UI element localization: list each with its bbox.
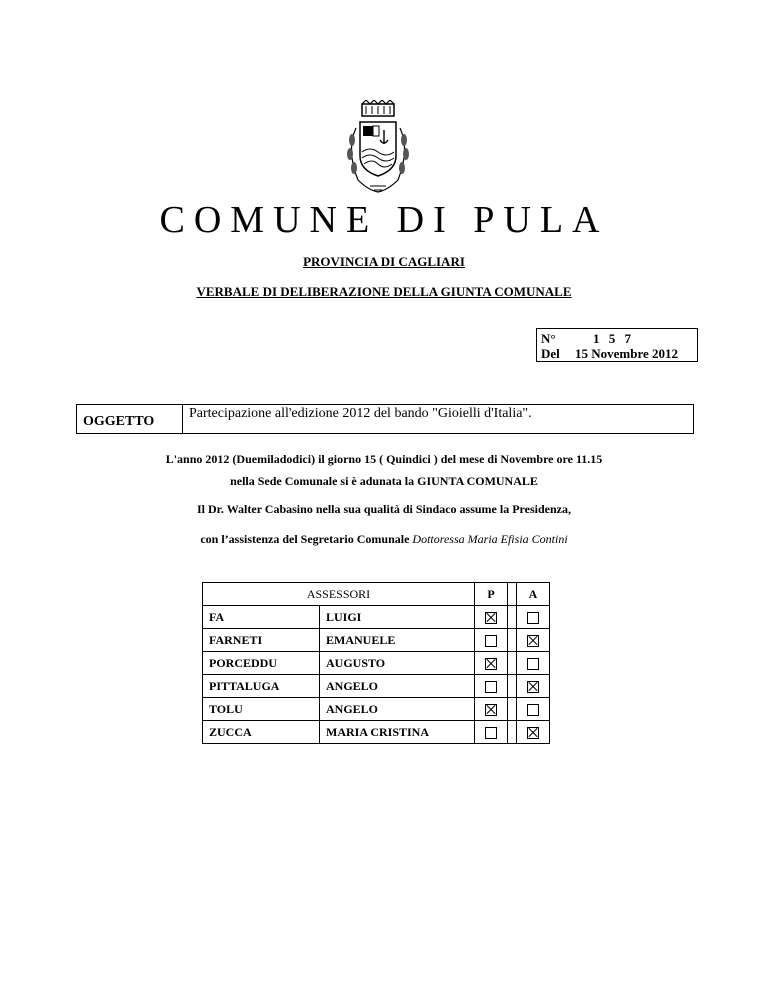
secretary-line — [0, 532, 768, 547]
deliberation-number-box — [536, 328, 698, 362]
column-gap — [508, 629, 517, 652]
absent-checkbox-icon — [527, 635, 539, 647]
president-line: Il Dr. Walter Cabasino nella sua qualità di Sindaco assume la Presidenza, — [197, 502, 571, 516]
absent-cell — [517, 721, 550, 744]
deliberation-number: 1 5 7 — [593, 331, 634, 346]
province-heading: PROVINCIA DI CAGLIARI — [303, 254, 465, 269]
date-label: Del — [541, 346, 560, 361]
assessori-table — [202, 582, 550, 744]
present-checkbox-icon — [485, 635, 497, 647]
present-cell — [475, 675, 508, 698]
meeting-location-line: nella Sede Comunale si è adunata la GIUNTA COMUNALE — [230, 474, 538, 488]
present-column-header: P — [475, 583, 508, 606]
table-row — [203, 629, 550, 652]
absent-cell — [517, 675, 550, 698]
absent-column-header: A — [517, 583, 550, 606]
present-cell — [475, 721, 508, 744]
meeting-date-line: L'anno 2012 (Duemiladodici) il giorno 15 ( Quindici ) del mese di Novembre ore 11.15 — [165, 452, 603, 466]
assessore-firstname: EMANUELE — [320, 629, 475, 652]
assessore-surname: FA — [203, 606, 320, 629]
assessore-surname: ZUCCA — [203, 721, 320, 744]
table-row — [203, 721, 550, 744]
table-row — [203, 675, 550, 698]
document-type-heading: VERBALE DI DELIBERAZIONE DELLA GIUNTA COMUNALE — [196, 284, 572, 299]
present-cell — [475, 652, 508, 675]
table-row — [203, 606, 550, 629]
assessori-header: ASSESSORI — [203, 583, 475, 606]
column-gap — [508, 721, 517, 744]
absent-cell — [517, 629, 550, 652]
table-row — [203, 698, 550, 721]
assessore-surname: PITTALUGA — [203, 675, 320, 698]
present-cell — [475, 698, 508, 721]
present-cell — [475, 606, 508, 629]
present-checkbox-icon — [485, 704, 497, 716]
assessore-surname: FARNETI — [203, 629, 320, 652]
table-row — [203, 652, 550, 675]
column-gap — [508, 606, 517, 629]
column-gap — [508, 583, 517, 606]
deliberation-date: 15 Novembre 2012 — [575, 346, 679, 361]
table-header-row — [203, 583, 550, 606]
present-checkbox-icon — [485, 658, 497, 670]
present-checkbox-icon — [485, 727, 497, 739]
absent-checkbox-icon — [527, 681, 539, 693]
municipal-crest-icon — [328, 100, 428, 196]
subject-label: OGGETTO — [77, 405, 183, 433]
column-gap — [508, 652, 517, 675]
assessore-firstname: LUIGI — [320, 606, 475, 629]
absent-cell — [517, 606, 550, 629]
town-title: COMUNE DI PULA — [159, 199, 609, 241]
present-checkbox-icon — [485, 612, 497, 624]
assessore-surname: TOLU — [203, 698, 320, 721]
assessore-firstname: MARIA CRISTINA — [320, 721, 475, 744]
subject-text: Partecipazione all'edizione 2012 del bando "Gioielli d'Italia". — [189, 406, 532, 421]
column-gap — [508, 698, 517, 721]
absent-checkbox-icon — [527, 727, 539, 739]
assessore-firstname: ANGELO — [320, 698, 475, 721]
absent-cell — [517, 698, 550, 721]
present-checkbox-icon — [485, 681, 497, 693]
absent-checkbox-icon — [527, 704, 539, 716]
assessore-firstname: AUGUSTO — [320, 652, 475, 675]
assessore-surname: PORCEDDU — [203, 652, 320, 675]
present-cell — [475, 629, 508, 652]
absent-cell — [517, 652, 550, 675]
subject-box — [76, 404, 694, 434]
assessore-firstname: ANGELO — [320, 675, 475, 698]
absent-checkbox-icon — [527, 658, 539, 670]
secretary-name: Dottoressa Maria Efisia Contini — [412, 532, 568, 546]
number-label: N° — [541, 331, 556, 346]
column-gap — [508, 675, 517, 698]
secretary-line-prefix: con l’assistenza del Segretario Comunale — [200, 532, 410, 546]
absent-checkbox-icon — [527, 612, 539, 624]
